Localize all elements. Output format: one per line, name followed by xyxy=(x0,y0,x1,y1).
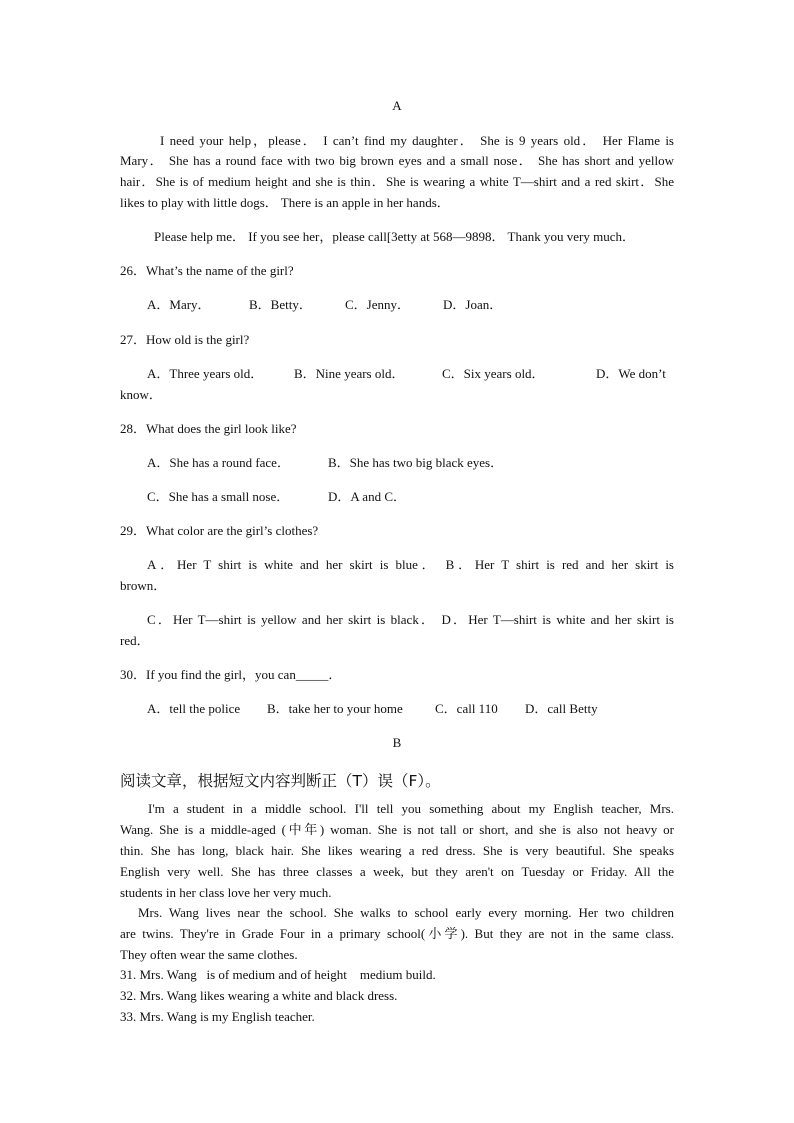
option-c[interactable]: C．call 110 xyxy=(435,701,498,716)
question-29-option-wrap: red． xyxy=(120,633,150,648)
question-29-options-row2[interactable]: C．Her T—shirt is yellow and her skirt is black． D．Her T—shirt is white and her skirt is xyxy=(147,612,674,627)
question-26: 26．What’s the name of the girl? xyxy=(120,263,294,278)
option-c[interactable]: C．Jenny． xyxy=(345,297,411,312)
option-b[interactable]: B．Nine years old． xyxy=(294,366,405,381)
statement-32: 32. Mrs. Wang likes wearing a white and black dress. xyxy=(120,988,398,1003)
option-d[interactable]: D．Joan． xyxy=(443,297,503,312)
option-c[interactable]: C．Six years old． xyxy=(442,366,545,381)
passage-a-line: Mary． She has a round face with two big brown eyes and a small nose． She has short and yellow xyxy=(120,153,674,168)
question-26-options xyxy=(147,295,701,315)
passage-b-line: I'm a student in a middle school. I'll tell you something about my English teacher, Mrs. xyxy=(148,801,674,816)
question-28-options-row2 xyxy=(147,487,701,507)
passage-a-line: likes to play with little dogs． There is an apple in her hands． xyxy=(120,195,450,210)
question-30: 30．If you find the girl，you can_____． xyxy=(120,667,342,682)
option-b[interactable]: B．Betty． xyxy=(249,297,312,312)
option-d[interactable]: D．A and C． xyxy=(328,489,407,504)
passage-b-line: English very well. She has three classes a week, but they aren't on Tuesday or Friday. All the xyxy=(120,864,674,879)
question-30-options xyxy=(147,699,701,719)
statement-33: 33. Mrs. Wang is my English teacher. xyxy=(120,1009,315,1024)
section-b-heading: B xyxy=(392,735,402,750)
passage-b-line: thin. She has long, black hair. She likes wearing a red dress. She is very beautiful. She speaks xyxy=(120,843,674,858)
option-d[interactable]: D．We don’t xyxy=(596,366,666,381)
option-a[interactable]: A．tell the police xyxy=(147,701,241,716)
question-29: 29．What color are the girl’s clothes? xyxy=(120,523,319,538)
option-a[interactable]: A．Three years old． xyxy=(147,366,264,381)
option-c[interactable]: C．She has a small nose． xyxy=(147,489,290,504)
question-29-options-row1[interactable]: A．Her T shirt is white and her skirt is blue． B．Her T shirt is red and her skirt is xyxy=(147,557,674,572)
passage-a-line: hair．She is of medium height and she is thin．She is wearing a white T—shirt and a red skirt．She xyxy=(120,174,674,189)
passage-b-line: They often wear the same clothes. xyxy=(120,947,298,962)
question-27-options xyxy=(147,364,674,384)
passage-a-contact-line: Please help me． If you see her，please call[3etty at 568—9898． Thank you very much． xyxy=(154,229,635,244)
section-b-instruction: 阅读文章，根据短文内容判断正（T）误（F）。 xyxy=(120,772,441,790)
passage-b-line: Mrs. Wang lives near the school. She walks to school early every morning. Her two children xyxy=(138,905,674,920)
passage-b-line: students in her class love her very much. xyxy=(120,885,332,900)
option-b[interactable]: B．She has two big black eyes． xyxy=(328,455,504,470)
option-a[interactable]: A．She has a round face． xyxy=(147,455,290,470)
option-a[interactable]: A．Mary． xyxy=(147,297,211,312)
question-27: 27．How old is the girl? xyxy=(120,332,250,347)
question-29-option-wrap: brown． xyxy=(120,578,167,593)
question-28: 28．What does the girl look like? xyxy=(120,421,297,436)
question-28-options-row1 xyxy=(147,453,701,473)
passage-b-line: Wang. She is a middle-aged (中年) woman. She is not tall or short, and she is also not heavy or xyxy=(120,822,674,837)
section-a-heading: A xyxy=(392,98,402,113)
passage-a-line: I need your help，please． I can’t find my daughter． She is 9 years old． Her Flame is xyxy=(160,133,674,148)
option-d[interactable]: D．call Betty xyxy=(525,701,598,716)
statement-31: 31. Mrs. Wang is of medium and of height medium build. xyxy=(120,967,436,982)
option-b[interactable]: B．take her to your home xyxy=(267,701,403,716)
passage-b-line: are twins. They're in Grade Four in a primary school(小学). But they are not in the same class. xyxy=(120,926,674,941)
question-27-option-wrap: know． xyxy=(120,387,162,402)
